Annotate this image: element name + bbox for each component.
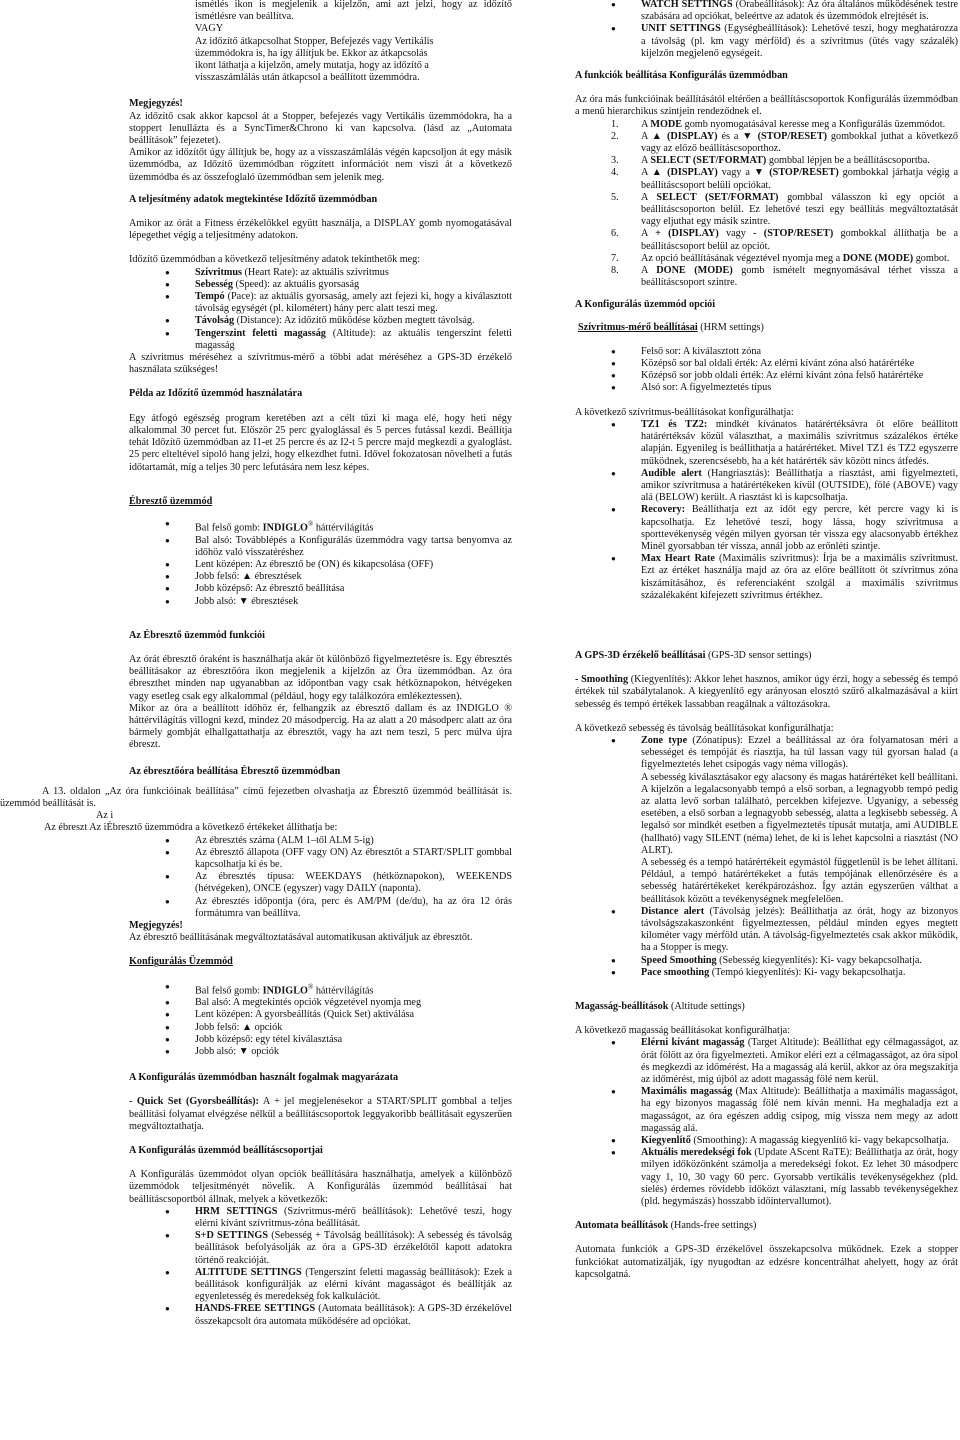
- alt-intro: A következő magasság beállításokat konfigurálhatja:: [575, 1025, 791, 1037]
- alarm-button-item: [195, 583, 512, 595]
- perf-item-term: Szívritmus: [195, 266, 242, 278]
- hrm-option: [641, 553, 958, 602]
- note1-text: Az időzítő csak akkor kapcsol át a Stopper, befejezés vagy Vertikális üzemmódokra, ha a stoppert lenullázta és a SyncTimer&Chrono ki van kapcsolva. (lásd az „Automata beállítások” fejezetet).: [129, 110, 512, 147]
- hrm-title-rest: (HRM settings): [697, 321, 764, 333]
- config-button-item: [195, 997, 512, 1009]
- alarm-setting-item: ● Az ébresztő állapota (OFF vagy ON) Az ébresztőt a START/SPLIT gombbal kapcsolhatja ki és be.: [195, 847, 512, 871]
- intro-continued: [129, 0, 512, 84]
- hf-title-bold: Automata beállítások: [575, 1220, 669, 1232]
- config-steps-list: [575, 119, 958, 290]
- alt-title-bold: Magasság-beállítások: [575, 1001, 669, 1013]
- smoothing-text: [575, 674, 958, 711]
- speed-option-desc: (Távolság jelzés): Beállíthatja az órát, hogy az bizonyos távolságszakaszonként figyelmeztessen, például minden egyes megtett kilométer vagy mérföld után. A távolság-figyelmeztetés csak akkor működik, ha a Stopper is megy.: [641, 905, 958, 954]
- step-text: Az opció beállításának végeztével nyomja meg a DONE (MODE) gombot.: [641, 252, 950, 264]
- alarm-button-item-text: Jobb alsó: ▼ ébresztések: [195, 595, 299, 607]
- smoothing-desc: (Kiegyenlítés): Akkor lehet hasznos, amikor úgy érzi, hogy a sebesség és tempó értékek túl szabálytalanok. A kiegyenlítő egy arányosan elosztó szűrő alkalmazásával a kiírt sebesség és tempó értékek lassabban reagálnak a változásokra.: [575, 674, 958, 710]
- config-step: [611, 252, 958, 265]
- alt-title: [575, 1001, 958, 1013]
- alarm-settings-list: [129, 835, 512, 920]
- gps-title-bold: A GPS-3D érzékelő beállításai: [575, 649, 706, 661]
- group-item: [195, 1303, 512, 1327]
- hrm-intro: A következő szívritmus-beállításokat konfigurálhatja:: [575, 406, 794, 418]
- smoothing-term: - Smoothing: [575, 674, 629, 686]
- group-item-desc: (Egységbeállítások): Lehetővé teszi, hogy meghatározza a távolság (pl. km vagy mérföld) és a szívritmus (ütés vagy százalék) kijelzőn megjelenő egységeit.: [641, 23, 958, 59]
- group-item-term: S+D SETTINGS: [195, 1230, 268, 1242]
- step-text: A ▲ (DISPLAY) és a ▼ (STOP/RESET) gombokkal juthat a következő vagy az előző beállításcsoporthoz.: [641, 130, 959, 155]
- hrm-option-desc: (Hangriasztás): Beállíthatja a riasztást, ami figyelmezteti, amikor szívritmusa a határértékeken kívül (OUTSIDE), fölé (ABOVE) vagy alá (BELOW) került. A riasztást ki is kapcsolhatja.: [641, 467, 958, 504]
- hrm-options-list: [575, 419, 958, 602]
- alarm-func-title: Az Ébresztő üzemmód funkciói: [129, 629, 265, 641]
- config-button-item-text: Bal felső gomb:: [195, 984, 263, 996]
- perf-item-term: Sebesség: [195, 278, 233, 290]
- alarm-set-line3: Az ébreszt Az iÉbresztő üzemmódra a következő értékeket állíthatja be:: [44, 822, 338, 834]
- config-button-item: [195, 1034, 512, 1046]
- func-title: A funkciók beállítása Konfigurálás üzemmódban: [575, 70, 788, 82]
- intro-cont-text: ismétlés ikon is megjelenik a kijelzőn, ami azt jelzi, hogy az időzítő ismétlésre van beállítva.: [195, 0, 512, 23]
- speed-option-term: Speed Smoothing: [641, 954, 717, 966]
- config-button-item: [195, 1022, 512, 1034]
- perf-text: Amikor az órát a Fitness érzékelőkkel együtt használja, a DISPLAY gomb nyomogatásával lépegethet végig a teljesítmény adatokon.: [129, 218, 512, 242]
- perf-item-desc: (Pace): az aktuális gyorsaság, amely azt fejezi ki, hogy a kiválasztott távolság egységét (pl. kilométert) hány perc alatt teszi meg.: [195, 291, 512, 315]
- group-item-term: HRM SETTINGS: [195, 1205, 278, 1217]
- group-item-term: ALTITUDE SETTINGS: [195, 1266, 302, 1278]
- note1-text2: Amikor az időzítőt úgy állítjuk be, hogy az a visszaszámlálás végén kapcsoljon át egy másik üzemmódba, az Időzítő üzemmódban rögzített információt nem viszi át a következő üzemmódba és az összefoglaló üzemmódban sem jelenik meg.: [129, 147, 512, 183]
- hrm-display-item: ● Középső sor bal oldali érték: Az elérni kívánt zóna alsó határértéke: [641, 358, 958, 370]
- config-step: [611, 130, 959, 155]
- quickset-desc: A + jel megjelenésekor a START/SPLIT gombbal a teljes beállítási folyamat elvégzése nélkül a beállításcsoportok leggyakoribb beállításait egyszerűen megváltoztathatja.: [129, 1096, 512, 1132]
- gps-title: [575, 650, 958, 662]
- groups-title: A Konfigurálás üzemmód beállításcsoportjai: [129, 1145, 323, 1157]
- alarm-button-item-text: Lent középen: Az ébresztő be (ON) és kikapcsolása (OFF): [195, 558, 434, 570]
- altitude-option-desc: (Smoothing): A magasság kiegyenlítő ki- vagy bekapcsolhatja.: [690, 1135, 949, 1147]
- perf-list: [129, 267, 512, 352]
- alarm-func-text2: Mikor az óra a beállított időhöz ér, felhangzik az ébresztő dallam és az INDIGLO ® háttérvilágítás villogni kezd, mindez 20 másodpercig. Ha az alatt a 20 másodperc alatt az óra bármely gombját elhallgattathatja az ébresztőt, vagy ha azt nem teszi, 5 perc múlva újra ébreszt.: [129, 702, 512, 751]
- config-button-item-rest: háttérvilágítás: [313, 984, 374, 996]
- step-text: A ▲ (DISPLAY) vagy a ▼ (STOP/RESET) gombokkal járhatja végig a beállításcsoport belüli opciókat.: [641, 167, 959, 191]
- altitude-option-desc: (Update AScent RaTE): Beállíthatja az órát, hogy milyen időközönként számolja a meredekségi fokot. Ez lehet 30 másodperc vagy 1, 10, 30 vagy 60 perc. Gyorsabb vertikális tevékenységekhez (pld. síelés) érdemes rövidebb időközt választani, míg lassabb tevékenységekhez (pld. hegymászás) hosszabb időintervallumot).: [641, 1147, 958, 1208]
- altitude-option: [641, 1135, 958, 1147]
- group-item: [641, 23, 958, 60]
- note2-title: Megjegyzés!: [129, 919, 183, 931]
- config-button-item: [195, 981, 512, 998]
- speed-option-desc: (Sebesség kiegyenlítés): Ki- vagy bekapcsolhatja.: [716, 954, 922, 966]
- opts-title: A Konfigurálás üzemmód opciói: [575, 299, 716, 311]
- hrm-display-item: ● Alsó sor: A figyelmeztetés típus: [641, 382, 958, 394]
- right-column: [575, 0, 958, 1281]
- hrm-display-list: [575, 346, 958, 395]
- group-item: [195, 1206, 512, 1230]
- note1-title: Megjegyzés!: [129, 98, 183, 110]
- alarm-button-item: [195, 571, 512, 583]
- alarm-set-line2: Az i: [96, 810, 114, 822]
- step-number: 5.: [611, 191, 619, 203]
- step-number: 7.: [611, 252, 619, 264]
- altitude-options-list: [575, 1037, 958, 1208]
- altitude-option-desc: (Max Altitude): Beállíthatja a maximális magasságot, ha egy bizonyos magasság fölé nem kíván menni. Ha meghaladja ezt a magasságot, az óra egészen addig csipog, míg vissza nem megy az adott magasság alá.: [641, 1086, 958, 1134]
- speed-intro: A következő sebesség és távolság beállításokat konfigurálhatja:: [575, 722, 834, 734]
- hrm-display-item: ● Középső sor jobb oldali érték: Az elérni kívánt zóna felső határértéke: [641, 370, 958, 382]
- config-button-item-text: Lent középen: A gyorsbeállítás (Quick Set) aktiválása: [195, 1009, 414, 1021]
- speed-option-desc: (Tempó kiegyenlítés): Ki- vagy bekapcsolhatja.: [709, 966, 906, 978]
- alarm-button-item-rest: háttérvilágítás: [313, 522, 374, 534]
- settings-groups-continued: [575, 0, 958, 60]
- hrm-option-desc: Beállíthatja ezt az időt egy percre, két percre vagy ki is kapcsolhatja. Ez lehetővé teszi, hogy lássa, hogy szívritmusa a sporttevékenység végén milyen gyorsan tér vissza egy alacsonyabb értékhez Minél gyorsabban tér vissza, annál jobb az erőnléti szintje.: [641, 504, 958, 552]
- hrm-option-desc: (Maximális szívritmus): Írja be a maximális szívritmust. Ezt az értéket használja majd az óra az előre beállított öt szívritmus zóna kiszámításához, és referenciaként szolgál a maximális szívritmus százalékaként kifejezett szívritmus értékhez.: [641, 553, 958, 601]
- perf-after: A szívritmus méréséhez a szívritmus-mérő a többi adat méréséhez a GPS-3D érzékelő használata szükséges!: [129, 352, 512, 376]
- perf-item-desc: (Speed): az aktuális gyorsaság: [232, 278, 360, 290]
- func-text: Az óra más funkcióinak beállításától eltérően a beállításcsoportok Konfigurálás üzemmódban a menü hierarchikus szintjein rendeződnek el.: [575, 94, 958, 118]
- step-text: A MODE gomb nyomogatásával keresse meg a Konfigurálás üzemmódot.: [641, 118, 946, 130]
- gps-title-rest: (GPS-3D sensor settings): [705, 649, 812, 661]
- perf-item-desc: (Heart Rate): az aktuális szívritmus: [241, 266, 389, 278]
- altitude-option-term: Maximális magasság: [641, 1086, 733, 1098]
- speed-option: [641, 967, 958, 979]
- group-item: [195, 1230, 512, 1267]
- altitude-option: [641, 1037, 958, 1086]
- step-number: 3.: [611, 155, 619, 167]
- alarm-title: Ébresztő üzemmód: [129, 495, 213, 507]
- speed-option: [641, 955, 958, 967]
- hf-title: [575, 1220, 958, 1232]
- perf-item-term: Tempó: [195, 291, 225, 303]
- altitude-option: [641, 1147, 958, 1208]
- config-step: [611, 265, 958, 289]
- perf-item: [195, 291, 512, 315]
- perf-item-desc: (Distance): Az időzítő működése közben megtett távolság.: [234, 315, 475, 327]
- speed-option-term: Pace smoothing: [641, 966, 710, 978]
- altitude-option-term: Kiegyenlítő: [641, 1135, 691, 1147]
- alarm-button-item: [195, 535, 512, 559]
- alt-title-rest: (Altitude settings): [668, 1001, 745, 1013]
- step-number: 8.: [611, 265, 619, 277]
- hrm-title: [575, 322, 958, 334]
- intro2-text: Az időzítő átkapcsolhat Stopper, Befejezés vagy Vertikális üzemmódokra is, ha így állítjuk be. Ekkor az átkapcsolás ikont láthatja a kijelzőn, amely mutatja, hogy az időzítő a visszaszámlálás után átkapcsol a beállított üzemmódra.: [195, 35, 434, 84]
- config-step: [611, 191, 959, 229]
- alarm-setting-item: ● Az ébresztés időpontja (óra, perc és AM/PM (de/du), ha az óra 12 órás formátumra van beállítva.: [195, 896, 512, 920]
- hrm-option-term: Recovery:: [641, 504, 686, 516]
- alarm-button-item-text: Bal alsó: Továbblépés a Konfigurálás üzemmódra vagy tartsa benyomva az időhöz való visszatéréshez: [195, 534, 512, 558]
- perf-item-term: Távolság: [195, 315, 235, 327]
- perf-item: [195, 315, 512, 327]
- config-button-item: [195, 1009, 512, 1021]
- perf-item-term: Tengerszint feletti magasság: [195, 327, 326, 339]
- altitude-option-term: Aktuális meredekségi fok: [641, 1147, 752, 1159]
- perf-item: [195, 267, 512, 279]
- alarm-setting-item: ● Az ébresztés száma (ALM 1–től ALM 5-ig): [195, 835, 512, 847]
- hrm-display-item: ● Felső sor: A kiválasztott zóna: [641, 346, 958, 358]
- quickset-text: [129, 1096, 512, 1133]
- alarm-button-item-text: Jobb felső: ▲ ébresztések: [195, 571, 302, 583]
- alarm-set-line1: A 13. oldalon „Az óra funkcióinak beállítása” című fejezetben olvashatja az Ébresztő üzemmód beállítását is. üzemmód beállítását is.: [0, 785, 512, 809]
- quickset-term: - Quick Set (Gyorsbeállítás):: [129, 1096, 259, 1108]
- config-title: Konfigurálás Üzemmód: [129, 956, 233, 968]
- alarm-buttons-list: [129, 518, 512, 608]
- left-column: [0, 0, 513, 1328]
- group-item-desc: (Szívritmus-mérő beállítások): Lehetővé teszi, hogy elérni kívánt szívritmus-zóna beállítását.: [195, 1205, 512, 1230]
- hrm-option-desc: mindkét kívánatos határértéksávra öt előre beállított határértéksáv közül választhat, a maximális szívritmus százalékos értéke alapján. Egyenileg is beállíthatja a határértéket. Mivel TZ1 és TZ2 egyszerre működnek, szerencsésebb, ha a két határérték sáv között nincs átfedés.: [641, 418, 958, 467]
- hrm-title-bold: Szívritmus-mérő beállításai: [578, 321, 698, 333]
- step-text: A SELECT (SET/FORMAT) gombbal lépjen be a beállításcsoportba.: [641, 155, 930, 167]
- config-button-item-text: Bal alsó: A megtekintés opciók végzetével nyomja meg: [195, 997, 422, 1009]
- group-item-desc: (Tengerszint feletti magasság beállítások): Ezek a beállítások konfigurálják az elérni kívánt magasságot és beállítják az egyenletesség és meredekség fok kalkulációt.: [195, 1266, 512, 1303]
- hf-title-rest: (Hands-free settings): [668, 1220, 757, 1232]
- group-item: [195, 1267, 512, 1304]
- speed-option-term: Zone type: [641, 734, 688, 746]
- alarm-button-item-text: Jobb középső: Az ébresztő beállítása: [195, 583, 345, 595]
- alarm-setting-item: ● Az ébresztés típusa: WEEKDAYS (hétköznapokon), WEEKENDS (hétvégeken), ONCE (egyszer) vagy DAILY (naponta).: [195, 871, 512, 895]
- speed-option-desc: (Zónatípus): Ezzel a beállítással az óra folyamatosan méri a sebességet és tempóját és riasztja, ha túl lassan vagy túl gyorsan halad (a figyelmeztetés lehet csipogás vagy néma villogás). A sebesség kiválasztásakor egy alacsony és magas határértéket kell beállítani. A kijelzőn a legalacsonyabb tempó a első sorban, a legnagyobb tempó pedig az alatta levő sorban található, percekben kifejezve. Ugyanígy, a sebesség esetében, a első sorban a legnagyobb sebesség, alatta a legkisebb sebesség. A legalsó sor mindkét esetben a figyelmeztetés típusát mutatja, ami AUDIBLE (hallható) vagy SILENT (néma) lehet, de ki is lehet kapcsolni a riasztást (NO ALRT). A sebesség és a tempó határértékeit egymástól függetlenül is be lehet állítani. Például, a tempó határértékeket a futás tempójának ellenőrzésére és a sebesség határértékeket kerékpározáshoz. Így aztán egyszerűen válthat a beállítások között a tevékenységnek megfelelően.: [641, 734, 959, 905]
- config-step: [611, 118, 958, 131]
- alarm-button-item-registered: ®: [307, 519, 314, 528]
- perf-list-intro: Időzítő üzemmódban a következő teljesítmény adatok tekinthetők meg:: [129, 254, 421, 266]
- step-text: A SELECT (SET/FORMAT) gombbal válasszon ki egy opciót a beállításcsoporton belül. Ez lehetővé teszi egy beállítás megváltoztatását vagy eljuthat egy másik szintre.: [641, 191, 959, 228]
- vagy-text: VAGY: [195, 23, 224, 35]
- perf-item: [195, 328, 512, 352]
- alarm-button-item: [195, 518, 512, 535]
- config-button-item-text: Jobb középső: egy tétel kiválasztása: [195, 1033, 343, 1045]
- terms-title: A Konfigurálás üzemmódban használt fogalmak magyarázata: [129, 1072, 399, 1084]
- alarm-func-text: Az órát ébresztő óraként is használhatja akár öt különböző figyelmeztetésre is. Egy ébresztés beállításakor az ébresztőóra ikon megjelenik a kijelzőn az Óra üzemmódban. Az óra ébreszthet minden nap ugyanabban az időpontban vagy csak hétköznapokon, hétvégeken vagy esetleg csak egy alkalommal (például, hogy egy találkozóra emlékeztessen).: [129, 653, 512, 702]
- group-item-desc: (Órabeállítások): Az óra általános működésének testre szabására ad opciókat, beleértve az adatok és üzemmódok elrejtését is.: [641, 0, 958, 23]
- example-title: Példa az Időzítő üzemmód használatára: [129, 388, 303, 400]
- config-buttons-list: [129, 981, 512, 1059]
- config-step: [611, 155, 958, 167]
- group-item-term: UNIT SETTINGS: [641, 23, 721, 35]
- groups-text: A Konfigurálás üzemmódot olyan opciók beállítására használhatja, amelyek a különböző üzemmódok teljesítményét növelik. A Konfigurálás üzemmód beállításai hat beállításcsoportból állnak, melyek a következők:: [129, 1169, 512, 1205]
- step-text: A + (DISPLAY) vagy - (STOP/RESET) gombokkal állíthatja be a beállításcsoport belül az opciót.: [641, 228, 958, 252]
- alarm-button-item-bold: INDIGLO: [262, 522, 308, 534]
- config-button-item-registered: ®: [307, 982, 314, 991]
- perf-item: [195, 279, 512, 291]
- group-item-desc: (Automata beállítások): A GPS-3D érzékelővel összekapcsolt óra automata működésére ad opciókat.: [195, 1303, 512, 1327]
- group-item-term: HANDS-FREE SETTINGS: [195, 1303, 316, 1315]
- hrm-option: [641, 468, 958, 505]
- config-button-item-text: Jobb felső: ▲ opciók: [195, 1021, 283, 1033]
- speed-options-list: [575, 735, 958, 979]
- altitude-option-term: Elérni kívánt magasság: [641, 1037, 745, 1049]
- hf-text: Automata funkciók a GPS-3D érzékelővel összekapcsolva működnek. Ezek a stopper funkciókat automatizálják, így nyugodtan az edzésre koncentrálhat ahelyett, hogy az órát kapcsolgatná.: [575, 1244, 958, 1280]
- groups-list: [129, 1206, 512, 1328]
- hrm-option-term: Audible alert: [641, 467, 702, 479]
- group-item-term: WATCH SETTINGS: [641, 0, 733, 10]
- hrm-option: [641, 419, 958, 468]
- alarm-button-item: [195, 596, 512, 608]
- hrm-option-term: TZ1 és TZ2:: [641, 418, 708, 430]
- hrm-option-term: Max Heart Rate: [641, 553, 715, 565]
- step-number: 6.: [611, 228, 619, 240]
- config-step: [611, 167, 959, 191]
- step-text: A DONE (MODE) gomb ismételt megnyomásával térhet vissza a beállításcsoport szintre.: [641, 265, 958, 289]
- altitude-option-desc: (Target Altitude): Beállíthat egy célmagasságot, az órát fölött az óra figyelmezteti. Amikor eléri ezt a célmagasságot, az óra sípol és megkezdi az időmérést. Ha a magasság alá kerül, akkor az óra megszakítja az időmérést, míg újból az adott magasság fölé nem kerül.: [641, 1037, 958, 1086]
- perf-title: A teljesítmény adatok megtekintése Időzítő üzemmódban: [129, 193, 378, 205]
- speed-option: [641, 906, 958, 955]
- speed-option-term: Distance alert: [641, 905, 705, 917]
- alarm-button-item: [195, 559, 512, 571]
- step-number: 4.: [611, 167, 619, 179]
- hrm-option: [641, 504, 958, 553]
- config-step: [611, 228, 958, 252]
- perf-item-desc: (Altitude): az aktuális tengerszint feletti magasság: [195, 327, 513, 351]
- note2-text: Az ébresztő beállításának megváltoztatásával automatikusan aktiváljuk az ébresztőt.: [129, 932, 473, 944]
- step-number: 1.: [611, 118, 619, 130]
- alarm-button-item-text: Bal felső gomb:: [195, 522, 263, 534]
- group-item: [641, 0, 958, 23]
- config-button-item-bold: INDIGLO: [262, 984, 308, 996]
- config-button-item-text: Jobb alsó: ▼ opciók: [195, 1046, 279, 1057]
- config-button-item: [195, 1046, 512, 1058]
- speed-option: [641, 735, 958, 906]
- altitude-option: [641, 1086, 958, 1135]
- alarm-set-title: Az ébresztőóra beállítása Ébresztő üzemmódban: [129, 765, 341, 777]
- example-text: Egy átfogó egészség program keretében azt a célt tűzi ki maga elé, hogy heti négy alkalommal 30 percet fut. Először 25 perc gyaloglással és 5 perces futással kezdi. Beállítja tehát Időzítő üzemmódban az I1-et 25 percre és az I2-t 5 percre majd megkezdi a gyaloglást. 25 perc elteltével sípoló hang jelzi, hogy elkezdhet futni. Idővel fokozatosan növelheti a futás időtartamát, míg a teljes 30 perc lefutására nem lesz képes.: [129, 412, 512, 473]
- step-number: 2.: [611, 130, 619, 142]
- group-item-desc: (Sebesség + Távolság beállítások): A sebesség és távolság beállítások befolyásolják az óra a GPS-3D érzékelőtől kapott adatokra történő reakcióját.: [195, 1230, 512, 1266]
